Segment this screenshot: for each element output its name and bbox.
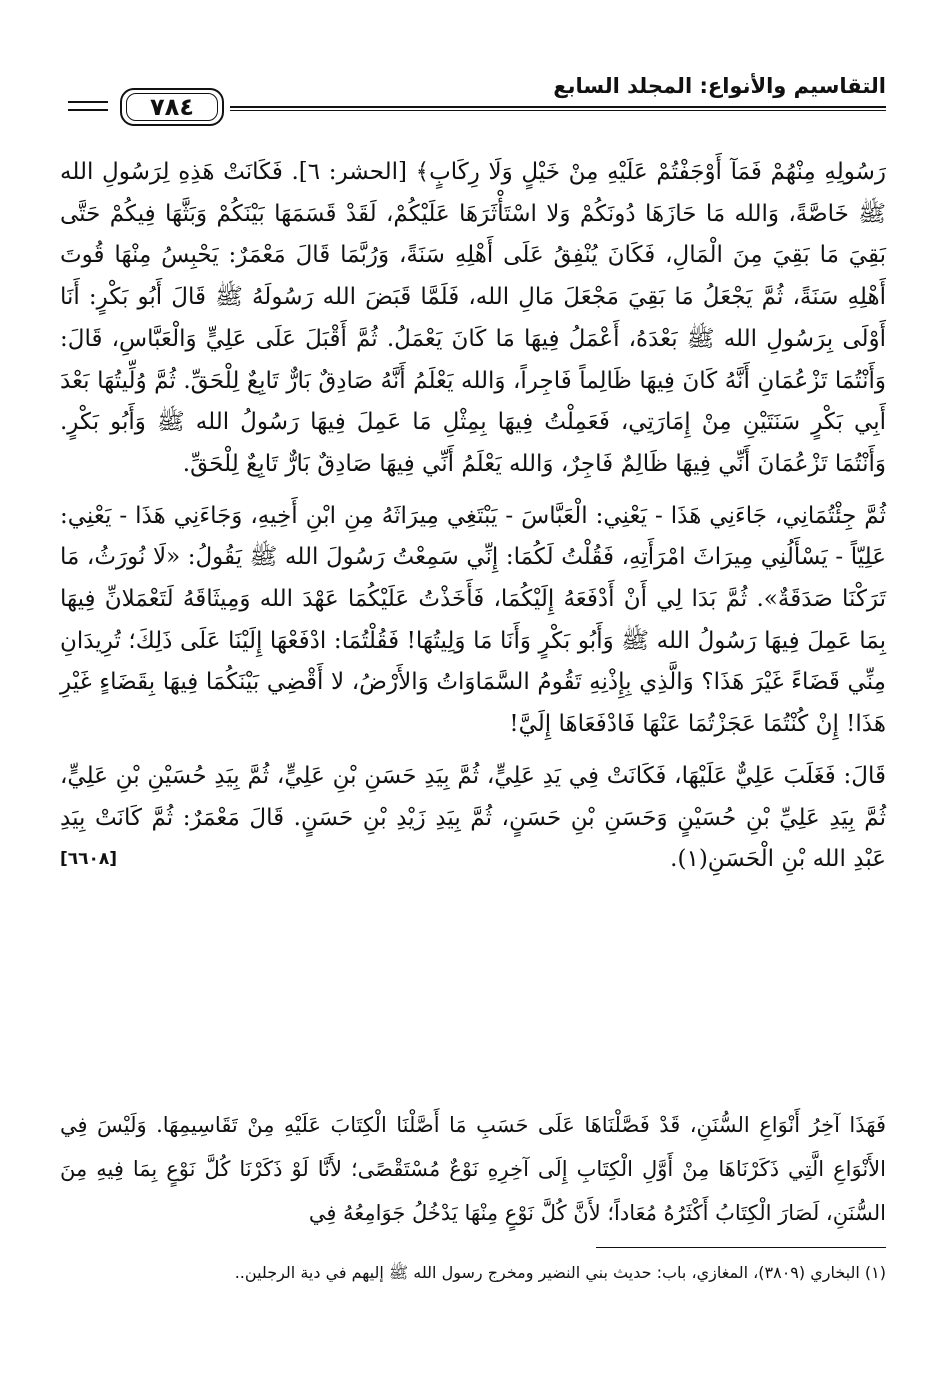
paragraph: ثُمَّ جِئْتُمَانِي، جَاءَنِي هَذَا - يَعْنِي: الْعَبَّاسَ - يَبْتَغِي مِيرَاثَهُ مِنِ ابْنِ أَخِيهِ، وَجَاءَنِي هَذَا - يَعْنِي: عَلِيّاً - يَسْأَلُنِي مِيرَاثَ امْرَأَتِهِ، فَقُلْتُ لَكُمَا: إِنِّي سَمِعْتُ رَسُولَ الله ﷺ يَقُولُ: «لَا نُورَثُ، مَا تَرَكْنَا صَدَقَةٌ». ثُمَّ بَدَا لِي أَنْ أَدْفَعَهُ إِلَيْكُمَا، فَأَخَذْتُ عَلَيْكُمَا عَهْدَ الله وَمِيثَاقَهُ لَتَعْمَلانِّ فِيهَا بِمَا عَمِلَ فِيهَا رَسُولُ الله ﷺ وَأَبُو بَكْرٍ وَأَنَا مَا وَلِيتُهَا! فَقُلْتُمَا: ادْفَعْهَا إِلَيْنَا عَلَى ذَلِكَ؛ تُرِيدَانِ مِنِّي قَضَاءً غَيْرَ هَذَا؟ وَالَّذِي بِإِذْنِهِ تَقُومُ السَّمَاوَاتُ وَالأَرْضُ، لا أَقْضِي بَيْنَكُمَا فِيهَا بِقَضَاءٍ غَيْرِ هَذَا! إِنْ كُنْتُمَا عَجَزْتُمَا عَنْهَا فَادْفَعَاهَا إِلَيَّ! (60, 502, 886, 738)
closing-text (60, 1103, 886, 1235)
main-text (60, 152, 886, 881)
page-number: ٧٨٤ (126, 93, 218, 121)
paragraph-text: قَالَ: فَغَلَبَ عَلِيٌّ عَلَيْهَا، فَكَانَتْ فِي يَدِ عَلِيٍّ، ثُمَّ بِيَدِ حَسَنِ بْنِ عَلِيٍّ، ثُمَّ بِيَدِ حُسَيْنِ بْنِ عَلِيٍّ، ثُمَّ بِيَدِ عَلِيِّ بْنِ حُسَيْنٍ وَحَسَنِ بْنِ حَسَنٍ، ثُمَّ بِيَدِ زَيْدِ بْنِ حَسَنٍ. قَالَ مَعْمَرٌ: ثُمَّ كَانَتْ بِيَدِ عَبْدِ الله بْنِ الْحَسَنِ(١). (60, 762, 886, 873)
header-rule (230, 106, 886, 108)
closing-paragraph: فَهَذَا آخِرُ أَنْوَاعِ السُّنَنِ، قَدْ فَصَّلْنَاهَا عَلَى حَسَبِ مَا أَصَّلْنَا الْكِتَابَ عَلَيْهِ مِنْ تَقَاسِيمِهَا. وَلَيْسَ فِي الأَنْوَاعِ الَّتِي ذَكَرْنَاهَا مِنْ أَوَّلِ الْكِتَابِ إِلَى آخِرِهِ نَوْعٌ مُسْتَقْصًى؛ لأَنَّا لَوْ ذَكَرْنَا كُلَّ نَوْعٍ بِمَا فِيهِ مِنَ السُّنَنِ، لَصَارَ الْكِتَابُ أَكْثَرُهُ مُعَاداً؛ لأَنَّ كُلَّ نَوْعٍ مِنْهَا يَدْخُلُ جَوَامِعُهُ فِي (60, 1113, 886, 1225)
footnote: (١) البخاري (٣٨٠٩)، المغازي، باب: حديث بني النضير ومخرج رسول الله ﷺ إليهم في دية الرجلين.. (234, 1263, 886, 1282)
header-ornament-line (68, 101, 108, 103)
paragraph: رَسُولِهِ مِنْهُمْ فَمَآ أَوْجَفْتُمْ عَلَيْهِ مِنْ خَيْلٍ وَلَا رِكَابٍ﴾ [الحشر: ٦]. فَكَانَتْ هَذِهِ لِرَسُولِ الله ﷺ خَاصَّةً، وَالله مَا حَازَهَا دُونَكُمْ وَلا اسْتَأْثَرَهَا عَلَيْكُمْ، لَقَدْ قَسَمَهَا بَيْنَكُمْ وَبَثَّهَا فِيكُمْ حَتَّى بَقِيَ مَا بَقِيَ مِنَ الْمَالِ، فَكَانَ يُنْفِقُ عَلَى أَهْلِهِ سَنَةً، وَرُبَّمَا قَالَ مَعْمَرٌ: يَحْبِسُ مِنْهَا قُوتَ أَهْلِهِ سَنَةً، ثُمَّ يَجْعَلُ مَا بَقِيَ مَجْعَلَ مَالِ الله، فَلَمَّا قَبَضَ الله رَسُولَهُ ﷺ قَالَ أَبُو بَكْرٍ: أَنَا أَوْلَى بِرَسُولِ الله ﷺ بَعْدَهُ، أَعْمَلُ فِيهَا مَا كَانَ يَعْمَلُ. ثُمَّ أَقْبَلَ عَلَى عَلِيٍّ وَالْعَبَّاسِ، قَالَ: وَأَنْتُمَا تَزْعُمَانِ أَنَّهُ كَانَ فِيهَا ظَالِماً فَاجِراً، وَالله يَعْلَمُ أَنَّهُ صَادِقٌ بَارٌّ تَابِعٌ لِلْحَقِّ. ثُمَّ وُلِّيتُهَا بَعْدَ أَبِي بَكْرٍ سَنَتَيْنِ مِنْ إِمَارَتِي، فَعَمِلْتُ فِيهَا بِمِثْلِ مَا عَمِلَ فِيهَا رَسُولُ الله ﷺ وَأَبُو بَكْرٍ. وَأَنْتُمَا تَزْعُمَانَ أَنِّي فِيهَا ظَالِمٌ فَاجِرٌ، وَالله يَعْلَمُ أَنِّي فِيهَا صَادِقٌ بَارٌّ تَابِعٌ لِلْحَقِّ. (60, 159, 886, 477)
footnote-separator (596, 1247, 886, 1248)
running-title: التقاسيم والأنواع: المجلد السابع (553, 74, 886, 98)
hadith-number: [٦٦٠٨] (60, 849, 118, 870)
header-rule-thin (230, 110, 886, 111)
paragraph (60, 756, 886, 881)
running-header (60, 70, 886, 130)
header-ornament-line (68, 109, 108, 111)
page-number-frame (120, 88, 224, 126)
